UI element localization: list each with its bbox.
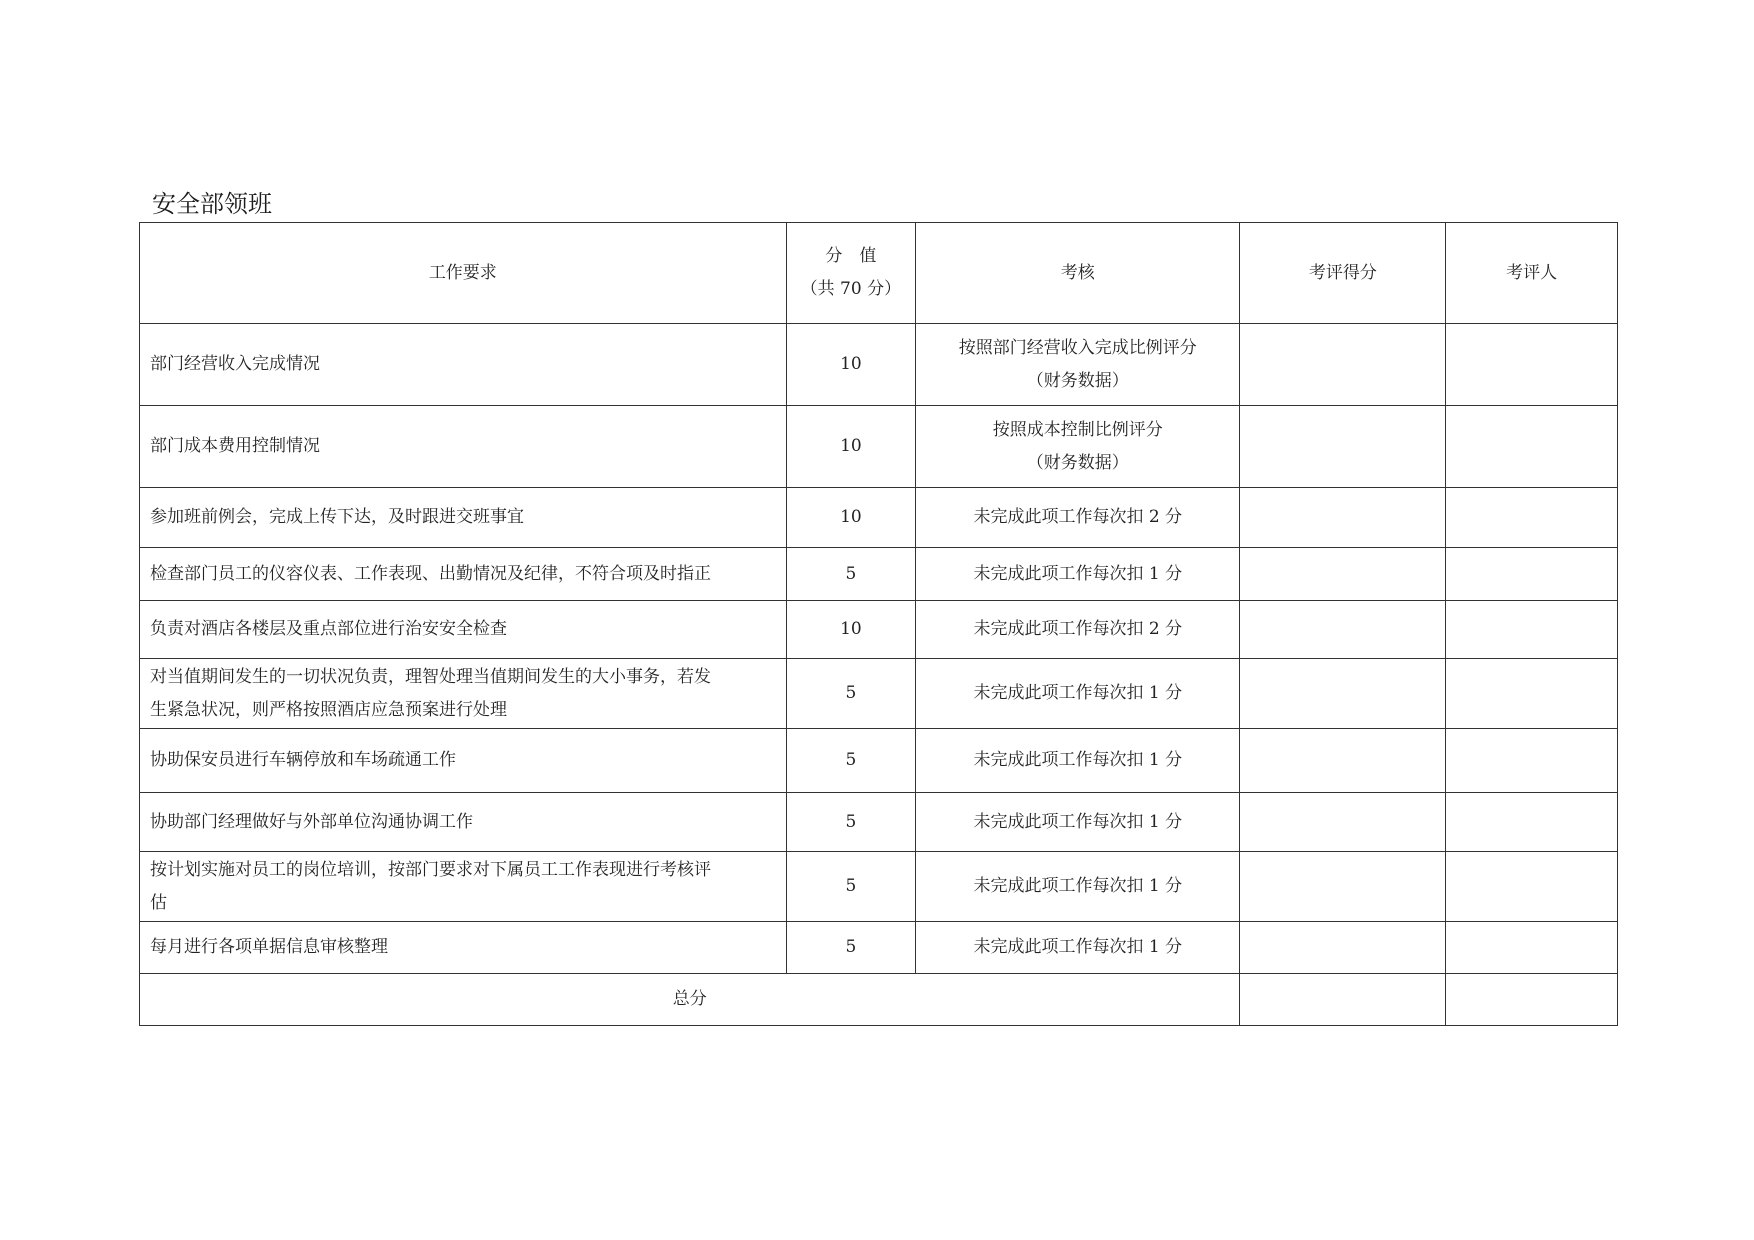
evaluated-score-cell[interactable] (1240, 729, 1446, 793)
table-row (140, 324, 1618, 406)
header-assessment: 考核 (916, 223, 1240, 324)
evaluated-score-cell[interactable] (1240, 852, 1446, 922)
requirement-line: 按计划实施对员工的岗位培训，按部门要求对下属员工工作表现进行考核评 (150, 859, 711, 880)
assessment-cell: 未完成此项工作每次扣 1 分 (916, 922, 1240, 974)
table-row (140, 548, 1618, 601)
score-cell: 5 (786, 548, 916, 601)
table-row (140, 852, 1618, 922)
header-score-label: 分 值 (825, 246, 877, 266)
assessment-line: （财务数据） (1026, 370, 1129, 391)
assessment-cell: 未完成此项工作每次扣 1 分 (916, 729, 1240, 793)
header-score (786, 223, 916, 324)
requirement-cell: 部门成本费用控制情况 (140, 406, 787, 488)
assessment-cell: 未完成此项工作每次扣 1 分 (916, 852, 1240, 922)
assessment-cell: 未完成此项工作每次扣 1 分 (916, 548, 1240, 601)
requirement-cell: 部门经营收入完成情况 (140, 324, 787, 406)
requirement-cell: 检查部门员工的仪容仪表、工作表现、出勤情况及纪律，不符合项及时指正 (140, 548, 787, 601)
total-evaluator-cell[interactable] (1446, 974, 1618, 1026)
header-requirement: 工作要求 (140, 223, 787, 324)
table-row (140, 406, 1618, 488)
assessment-cell: 未完成此项工作每次扣 1 分 (916, 793, 1240, 852)
score-cell: 5 (786, 793, 916, 852)
score-cell: 5 (786, 659, 916, 729)
requirement-line: 估 (150, 892, 167, 913)
evaluated-score-cell[interactable] (1240, 548, 1446, 601)
assessment-line: 按照部门经营收入完成比例评分 (958, 337, 1197, 358)
total-row (140, 974, 1618, 1026)
evaluator-cell[interactable] (1446, 324, 1618, 406)
evaluator-cell[interactable] (1446, 406, 1618, 488)
evaluator-cell[interactable] (1446, 922, 1618, 974)
assessment-line: 按照成本控制比例评分 (992, 419, 1163, 440)
score-cell: 5 (786, 852, 916, 922)
evaluated-score-cell[interactable] (1240, 406, 1446, 488)
score-cell: 10 (786, 406, 916, 488)
requirement-cell: 每月进行各项单据信息审核整理 (140, 922, 787, 974)
requirement-line: 生紧急状况，则严格按照酒店应急预案进行处理 (150, 699, 507, 720)
requirement-cell: 协助保安员进行车辆停放和车场疏通工作 (140, 729, 787, 793)
evaluator-cell[interactable] (1446, 659, 1618, 729)
assessment-cell: 未完成此项工作每次扣 1 分 (916, 659, 1240, 729)
score-cell: 5 (786, 922, 916, 974)
assessment-cell (916, 406, 1240, 488)
requirement-cell: 负责对酒店各楼层及重点部位进行治安安全检查 (140, 601, 787, 659)
requirement-cell: 参加班前例会，完成上传下达，及时跟进交班事宜 (140, 488, 787, 548)
evaluator-cell[interactable] (1446, 601, 1618, 659)
requirement-line: 对当值期间发生的一切状况负责，理智处理当值期间发生的大小事务，若发 (150, 666, 711, 687)
requirement-cell: 协助部门经理做好与外部单位沟通协调工作 (140, 793, 787, 852)
evaluated-score-cell[interactable] (1240, 922, 1446, 974)
assessment-cell (916, 324, 1240, 406)
total-label: 总分 (140, 974, 1240, 1026)
table-row (140, 601, 1618, 659)
assessment-cell: 未完成此项工作每次扣 2 分 (916, 488, 1240, 548)
evaluated-score-cell[interactable] (1240, 793, 1446, 852)
table-row (140, 729, 1618, 793)
table-row (140, 488, 1618, 548)
assessment-table (139, 222, 1618, 1026)
header-evaluator: 考评人 (1446, 223, 1618, 324)
table-row (140, 793, 1618, 852)
total-score-cell[interactable] (1240, 974, 1446, 1026)
table-header-row (140, 223, 1618, 324)
table-row (140, 922, 1618, 974)
document-title: 安全部领班 (152, 190, 272, 218)
score-cell: 5 (786, 729, 916, 793)
evaluator-cell[interactable] (1446, 729, 1618, 793)
requirement-cell (140, 852, 787, 922)
header-score-total: （共 70 分） (800, 279, 902, 299)
evaluator-cell[interactable] (1446, 793, 1618, 852)
evaluator-cell[interactable] (1446, 548, 1618, 601)
evaluator-cell[interactable] (1446, 852, 1618, 922)
evaluated-score-cell[interactable] (1240, 488, 1446, 548)
evaluated-score-cell[interactable] (1240, 659, 1446, 729)
evaluator-cell[interactable] (1446, 488, 1618, 548)
assessment-cell: 未完成此项工作每次扣 2 分 (916, 601, 1240, 659)
evaluated-score-cell[interactable] (1240, 601, 1446, 659)
header-evaluated-score: 考评得分 (1240, 223, 1446, 324)
assessment-line: （财务数据） (1026, 452, 1129, 473)
requirement-cell (140, 659, 787, 729)
score-cell: 10 (786, 488, 916, 548)
score-cell: 10 (786, 601, 916, 659)
score-cell: 10 (786, 324, 916, 406)
table-row (140, 659, 1618, 729)
evaluated-score-cell[interactable] (1240, 324, 1446, 406)
